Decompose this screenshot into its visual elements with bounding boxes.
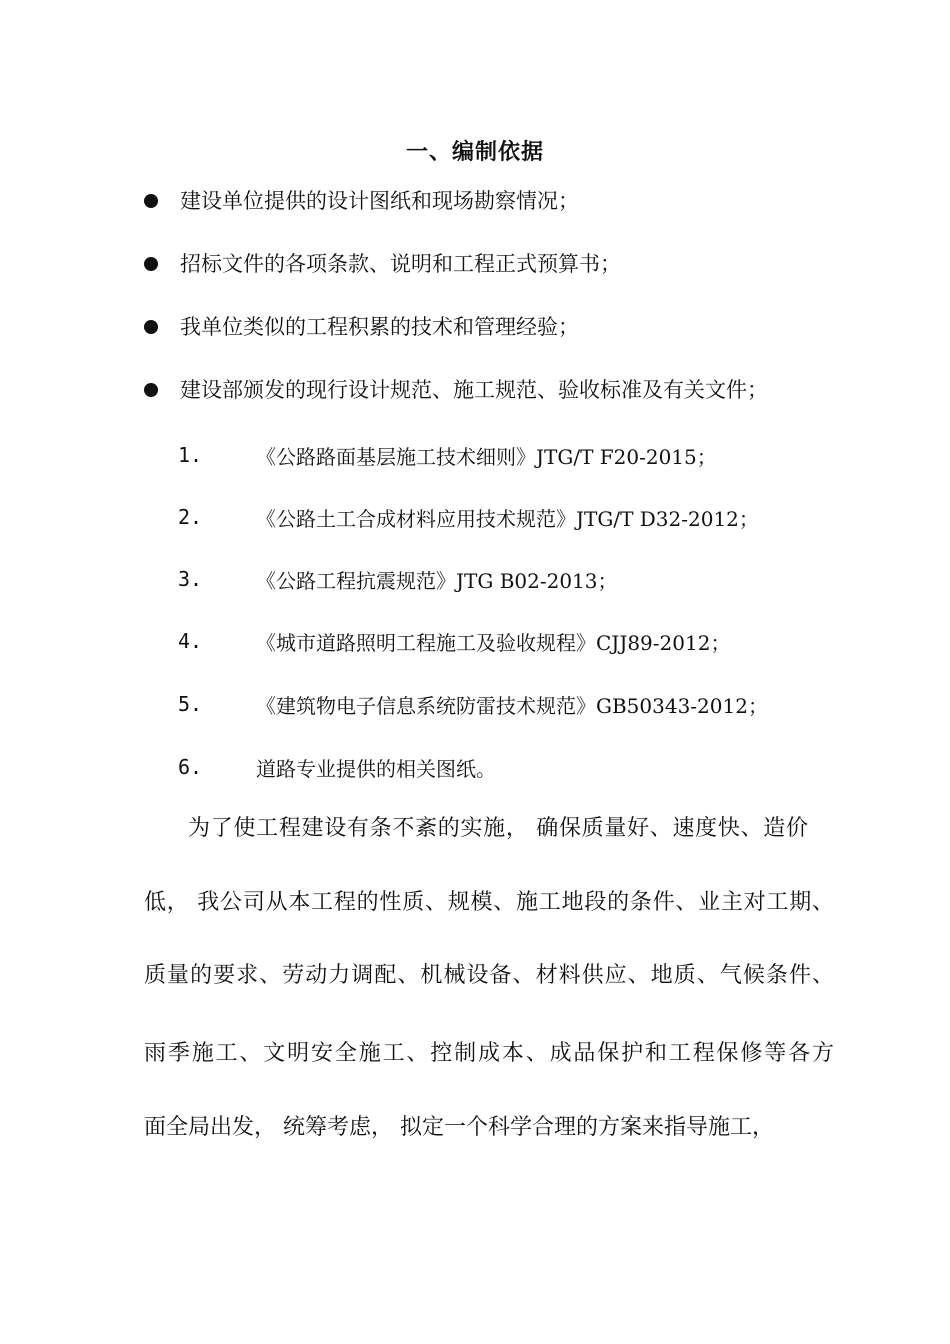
bullet-dot-icon	[144, 257, 158, 271]
bullet-dot-icon	[144, 194, 158, 208]
item-number: 2.	[178, 505, 203, 529]
paragraph-line: 质量的要求、劳动力调配、机械设备、材料供应、地质、气候条件、	[144, 963, 834, 988]
numbered-item	[178, 501, 759, 533]
bullet-item	[144, 311, 579, 343]
paragraph-line: 雨季施工、文明安全施工、控制成本、成品保护和工程保修等各方	[144, 1041, 834, 1066]
item-text: 道路专业提供的相关图纸。	[256, 756, 496, 781]
bullet-dot-icon	[144, 320, 158, 334]
paragraph-line: 为了使工程建设有条不紊的实施， 确保质量好、速度快、造价	[188, 816, 808, 841]
bullet-dot-icon	[144, 383, 158, 397]
item-text: 《公路工程抗震规范》JTG B02-2013；	[256, 568, 618, 593]
bullet-text: 建设部颁发的现行设计规范、施工规范、验收标准及有关文件；	[180, 378, 768, 402]
bullet-text: 招标文件的各项条款、说明和工程正式预算书；	[180, 252, 621, 276]
bullet-item	[144, 248, 621, 280]
item-text: 《公路土工合成材料应用技术规范》JTG/T D32-2012；	[256, 506, 759, 531]
bullet-item	[144, 374, 768, 406]
paragraph-line: 低， 我公司从本工程的性质、规模、施工地段的条件、业主对工期、	[144, 890, 834, 915]
bullet-text: 我单位类似的工程积累的技术和管理经验；	[180, 315, 579, 339]
numbered-item	[178, 751, 496, 783]
item-number: 5.	[178, 692, 203, 716]
section-heading: 一、编制依据	[405, 139, 544, 165]
numbered-item	[178, 439, 717, 471]
item-number: 3.	[178, 567, 203, 591]
bullet-item	[144, 185, 579, 217]
paragraph-line: 面全局出发， 统筹考虑， 拟定一个科学合理的方案来指导施工，	[144, 1115, 774, 1140]
item-number: 6.	[178, 755, 203, 779]
numbered-item	[178, 625, 730, 657]
bullet-text: 建设单位提供的设计图纸和现场勘察情况；	[180, 189, 579, 213]
numbered-item	[178, 688, 768, 720]
item-text: 《城市道路照明工程施工及验收规程》CJJ89-2012；	[256, 630, 731, 655]
numbered-item	[178, 563, 618, 595]
item-number: 1.	[178, 443, 203, 467]
item-number: 4.	[178, 629, 203, 653]
item-text: 《公路路面基层施工技术细则》JTG/T F20-2015；	[256, 444, 717, 469]
item-text: 《建筑物电子信息系统防雷技术规范》GB50343-2012；	[256, 693, 768, 718]
